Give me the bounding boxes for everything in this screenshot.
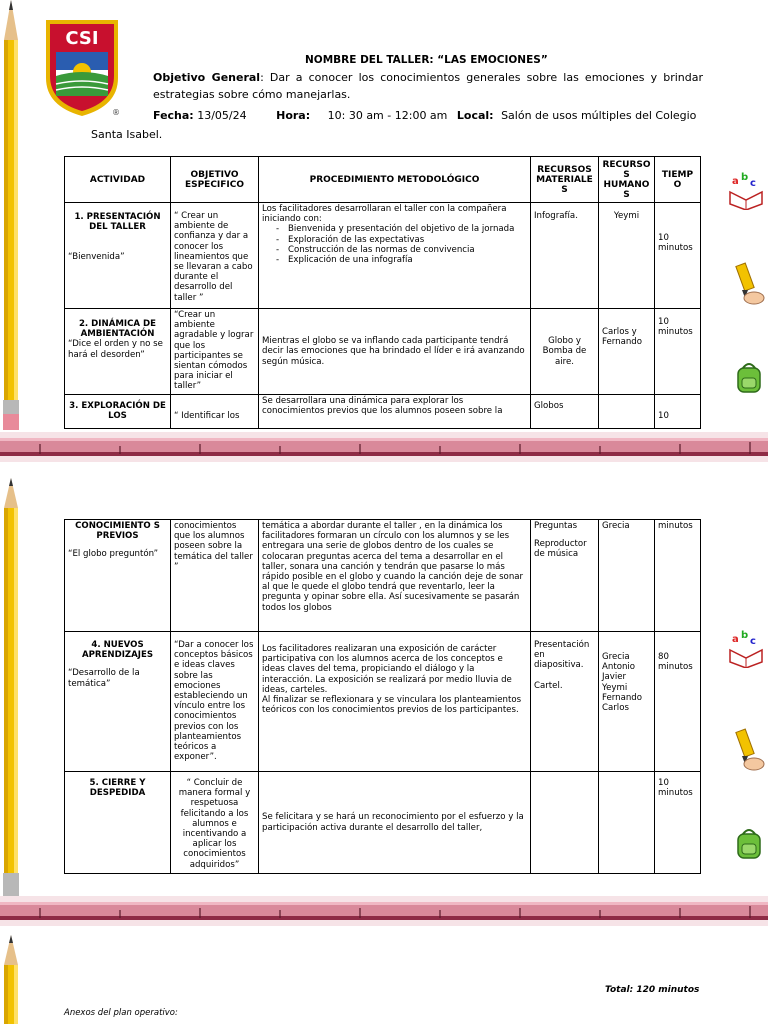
procedure-cell: Mientras el globo se va inflando cada participante tendrá decir las emociones que ha brindado el líder e irá avanzando según música. [259,309,531,395]
objective-cell: “Crear un ambiente agradable y lograr que los participantes se sientan cómodos para iniciar el taller” [171,309,259,395]
pencil-hand-icon [730,262,766,306]
date-time-place [153,107,696,124]
book-abc-icon [726,170,766,210]
objective-cell: conocimientos que los alumnos poseen sobre la temática del taller ” [171,520,259,632]
document-page-1 [0,0,768,430]
objective-cell: “Dar a conocer los conceptos básicos e ideas claves sobre las emociones estableciendo un vínculo entre los conocimientos previos con los planteamientos teóricos a exponer”. [171,632,259,772]
column-header: RECURSOS MATERIALE S [531,157,599,203]
column-header: TIEMP O [655,157,701,203]
svg-text:c: c [750,178,756,189]
materials-item: Reproductor de música [534,539,587,560]
annexes-label: Anexos del plan operativo: [64,1008,178,1018]
materials-cell [531,632,599,772]
book-abc-icon [726,628,766,668]
time-cell: minutos [655,520,701,632]
activity-title: 4. NUEVOS APRENDIZAJES [81,640,154,661]
procedure-text: Los facilitadores realizaran una exposición de carácter participativa con los alumnos acerca de los conceptos e ideas claves del tema, propiciando el diálogo y la interacción. La exposición se realizará por medio lluvia de ideas, carteles. [262,644,512,695]
activity-subtitle: “Desarrollo de la temática” [68,668,140,689]
svg-text:b: b [741,630,749,641]
activity-title: 1. PRESENTACIÓN DEL TALLER [74,212,161,233]
procedure-list [262,224,527,265]
workshop-plan-table-continued [64,519,701,874]
ruler-separator [0,432,768,462]
human-resources-cell [599,772,655,874]
school-logo [44,18,120,118]
procedure-cell: Se felicitara y se hará un reconocimiento por el esfuerzo y la participación activa durante el desarrollo del taller, [259,772,531,874]
human-resources-cell: Carlos y Fernando [599,309,655,395]
ruler-separator [0,896,768,926]
activity-cell [65,309,171,395]
backpack-icon [732,360,766,394]
date-label: Fecha: [153,109,194,122]
list-item: - Bienvenida y presentación del objetivo de la jornada [288,224,527,234]
materials-cell [531,772,599,874]
list-item: - Exploración de las expectativas [288,235,527,245]
backpack-icon [732,826,766,860]
materials-cell: Globos [531,395,599,429]
activity-cell [65,520,171,632]
column-header: PROCEDIMIENTO METODOLÓGICO [259,157,531,203]
date-value: 13/05/24 [197,109,247,122]
time-value: 10: 30 am - 12:00 am [327,109,448,122]
svg-text:a: a [732,634,739,645]
activity-subtitle: “El globo preguntón” [68,549,159,560]
table-header-row [65,157,701,203]
list-item: - Construcción de las normas de convivencia [288,245,527,255]
procedure-cell: temática a abordar durante el taller , en la dinámica los facilitadores formaran un círculo con los alumnos y se les entregara una serie de globos dentro de los cuales se colocaran preguntas acerca del tema a desarrollar en el taller, sonara una canción y tendrán que pasarse lo más rápido posible en el globo y cuando la canción deje de sonar al que le quede el globo tendrá que reventarlo, leer la pregunta y opinar sobre ella. Así sucesivamente se pasarán todos los globos [259,520,531,632]
materials-item: Preguntas [534,521,578,531]
materials-item: Cartel. [534,680,563,691]
table-row [65,632,701,772]
svg-text:CSI: CSI [65,28,99,49]
activity-title: 2. DINÁMICA DE AMBIENTACIÓN [78,319,157,340]
workshop-title: NOMBRE DEL TALLER: “LAS EMOCIONES” [305,54,548,66]
materials-cell [531,520,599,632]
activity-subtitle: “Bienvenida” [68,252,125,263]
time-cell: 80 minutos [655,632,701,772]
human-resources-cell: Yeymi [599,203,655,309]
document-page-2 [0,478,768,898]
activity-title: 3. EXPLORACIÓN DE LOS [69,401,166,422]
svg-text:a: a [732,176,739,187]
table-row [65,203,701,309]
activity-cell [65,395,171,429]
table-row [65,772,701,874]
human-resources-cell: Grecia [599,520,655,632]
procedure-text: Al finalizar se reflexionara y se vinculara los planteamientos teóricos con los conocimientos previos de los participantes. [262,695,522,716]
time-cell: 10 minutos [655,309,701,395]
objective-cell: “ Crear un ambiente de confianza y dar a conocer los lineamientos que se llevaran a cabo durante el desarrollo del taller ” [171,203,259,309]
place-value-continued: Santa Isabel. [91,128,163,141]
activity-cell [65,203,171,309]
column-header: ACTIVIDAD [65,157,171,203]
table-row [65,520,701,632]
table-row [65,309,701,395]
human-resources-cell [599,395,655,429]
time-label: Hora: [276,109,311,122]
time-cell: 10 [655,395,701,429]
activity-cell [65,772,171,874]
time-cell: 10 minutos [655,203,701,309]
place-value: Salón de usos múltiples del Colegio [501,109,697,122]
svg-text:b: b [741,172,749,183]
materials-cell: Infografía. [531,203,599,309]
total-time: Total: 120 minutos [605,985,700,995]
registered-mark: ® [112,108,120,117]
svg-text:c: c [750,636,756,647]
objective-cell: “ Identificar los [171,395,259,429]
place-label: Local: [456,109,494,122]
procedure-cell: Se desarrollara una dinámica para explorar los conocimientos previos que los alumnos poseen sobre la [259,395,531,429]
general-objective [153,69,703,103]
activity-title: CONOCIMIENTO S PREVIOS [75,521,160,542]
procedure-cell [259,632,531,772]
column-header: RECURSO S HUMANO S [599,157,655,203]
pencil-hand-icon [730,728,766,772]
pencil-decoration [0,0,22,430]
objective-label: Objetivo General [153,71,261,84]
materials-item: Presentación en diapositiva. [534,640,590,671]
pencil-decoration [0,478,22,898]
activity-title: 5. CIERRE Y DESPEDIDA [89,778,146,799]
objective-text: : Dar a conocer los conocimientos generales sobre las emociones y brindar estrategias sobre cómo manejarlas. [153,71,703,101]
human-resources-cell: Grecia Antonio Javier Yeymi Fernando Carlos [599,632,655,772]
list-item: - Explicación de una infografía [288,255,527,265]
column-header: OBJETIVO ESPECIFICO [171,157,259,203]
pencil-decoration [0,935,22,1024]
activity-subtitle: “Dice el orden y no se hará el desorden” [68,339,163,360]
objective-cell: “ Concluir de manera formal y respetuosa felicitando a los alumnos e incentivando a aplicar los conocimientos adquiridos” [171,772,259,874]
materials-cell: Globo y Bomba de aire. [531,309,599,395]
time-cell: 10 minutos [655,772,701,874]
procedure-intro: Los facilitadores desarrollaran el taller con la compañera iniciando con: [262,204,507,225]
procedure-cell [259,203,531,309]
workshop-plan-table [64,156,701,429]
activity-cell [65,632,171,772]
table-row [65,395,701,429]
